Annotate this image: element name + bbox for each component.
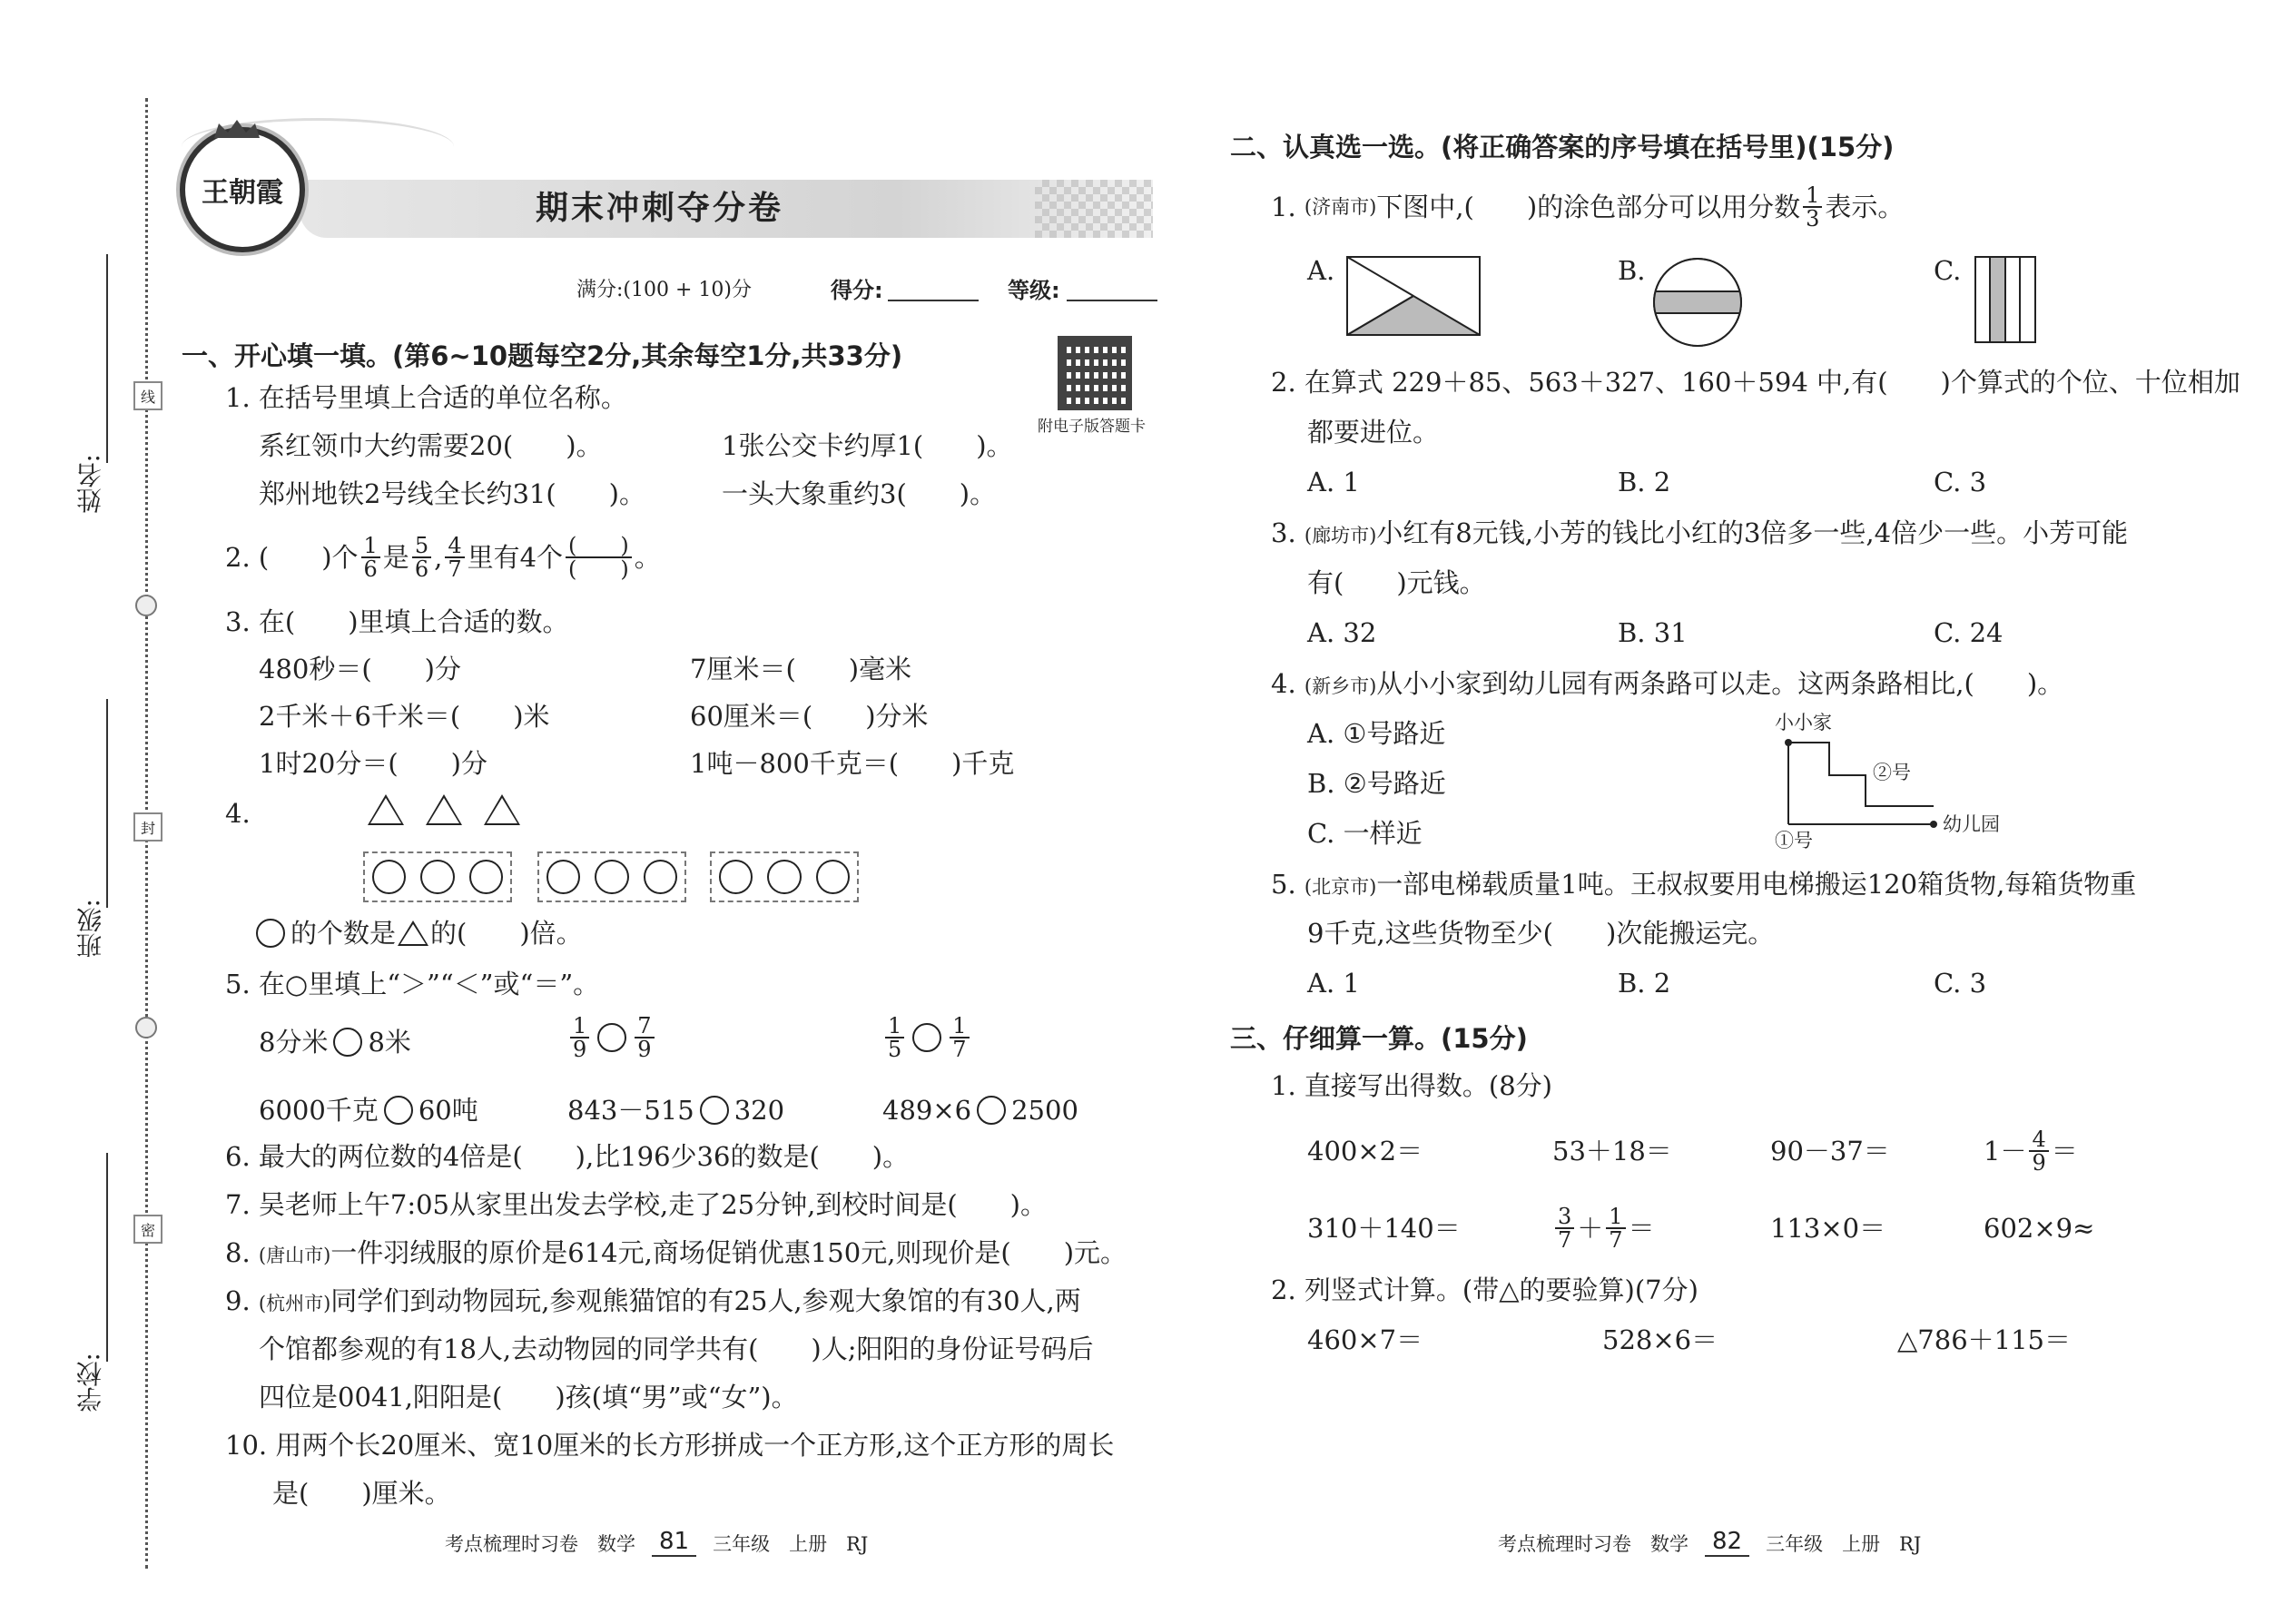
s2-q3-line1[interactable] — [1271, 517, 2128, 552]
punch-hole-1 — [135, 595, 157, 616]
score-field[interactable] — [888, 300, 979, 301]
q1-d[interactable]: 一头大象重约3( )。 — [722, 478, 997, 509]
q5-b[interactable] — [567, 1015, 657, 1060]
q6[interactable]: 6. 最大的两位数的4倍是( ),比196少36的数是( )。 — [225, 1141, 910, 1172]
s2-q1-frac: $\frac{1}{3}$ — [1803, 184, 1822, 230]
q9-city: (杭州市) — [258, 1293, 331, 1314]
q3-d[interactable]: 60厘米＝( )分米 — [690, 701, 929, 732]
route-map — [1775, 708, 2047, 853]
circle-group-1 — [363, 851, 512, 902]
punch-hole-2 — [135, 1017, 157, 1038]
s2-q4-opt-a[interactable]: A. ①号路近 — [1307, 718, 1446, 749]
s2-q4[interactable] — [1271, 667, 2063, 703]
s2-q4-num: 4. — [1271, 668, 1296, 699]
triangle-icon — [398, 920, 428, 946]
s2-q2-opt-c[interactable]: C. 3 — [1934, 467, 1987, 497]
triangle-icon — [484, 794, 520, 825]
compare-circle[interactable] — [384, 1096, 413, 1125]
s2-q2-line1[interactable]: 2. 在算式 229＋85、563＋327、160＋594 中,有( )个算式的个位、十位相加 — [1271, 367, 2240, 398]
q5-c-frac-1: $\frac{1}{5}$ — [885, 1015, 904, 1060]
logo-badge — [180, 127, 305, 252]
q3-f[interactable]: 1吨－800千克＝( )千克 — [690, 748, 1015, 779]
s2-q4-city: (新乡市) — [1304, 675, 1377, 697]
score-label: 得分: — [831, 278, 883, 303]
section-3-title: 三、仔细算一算。(15分) — [1230, 1023, 1528, 1054]
calc-6-post: ＝ — [1628, 1213, 1655, 1244]
footer-left-grade: 三年级 上册 RJ — [713, 1533, 869, 1555]
circle-icon — [719, 860, 753, 894]
q4-tail: 的个数是 — [290, 918, 397, 949]
q5-e-left: 843－515 — [567, 1095, 694, 1126]
circle-icon — [767, 860, 801, 894]
footer-left — [445, 1528, 868, 1557]
s2-q5-opt-b[interactable]: B. 2 — [1618, 968, 1671, 999]
triangle-icon — [368, 794, 404, 825]
s2-q1-opt-a[interactable]: A. — [1307, 255, 1335, 286]
q5-a-left: 8分米 — [259, 1027, 329, 1058]
s2-q3-line2[interactable]: 有( )元钱。 — [1307, 567, 1486, 598]
q9-text-a: 同学们到动物园玩,参观熊猫馆的有25人,参观大象馆的有30人,两 — [330, 1285, 1081, 1316]
footer-left-book: 考点梳理时习卷 数学 — [445, 1533, 635, 1555]
calc-2[interactable]: 53＋18＝ — [1552, 1136, 1672, 1166]
circle-stripe-icon — [1652, 257, 1743, 348]
rectangle-triangle-icon — [1346, 256, 1481, 336]
circle-icon — [372, 860, 406, 894]
circle-icon — [469, 860, 503, 894]
triangle-icon — [426, 794, 462, 825]
q8-num: 8. — [225, 1237, 251, 1268]
bars-figure — [1974, 256, 2036, 347]
s2-q3-opt-c[interactable]: C. 24 — [1934, 617, 2004, 648]
circle-icon — [595, 860, 628, 894]
q5-a-right: 8米 — [368, 1027, 411, 1058]
q3-e[interactable]: 1时20分＝( )分 — [259, 748, 487, 779]
calc-7[interactable]: 113×0＝ — [1770, 1213, 1886, 1244]
q5-e[interactable] — [567, 1094, 784, 1127]
q8[interactable] — [225, 1236, 1127, 1272]
s2-q4-opt-b[interactable]: B. ②号路近 — [1307, 768, 1446, 799]
calc-4-frac: $\frac{4}{9}$ — [2029, 1128, 2048, 1174]
q10-line1[interactable]: 10. 用两个长20厘米、宽10厘米的长方形拼成一个正方形,这个正方形的周长 — [225, 1430, 1115, 1461]
seal-char-2: 封 — [133, 812, 162, 842]
calc-6-frac-2: $\frac{1}{7}$ — [1606, 1206, 1625, 1251]
q5-d-right: 60吨 — [418, 1095, 478, 1126]
s3-q1: 1. 直接写出得数。(8分) — [1271, 1070, 1552, 1101]
q2-frac-4[interactable]: $\frac{( )}{( )}$ — [566, 535, 632, 580]
footer-right-grade: 三年级 上册 RJ — [1766, 1533, 1922, 1555]
calc-8[interactable]: 602×9≈ — [1984, 1213, 2095, 1244]
calc-4-post: ＝ — [2051, 1136, 2078, 1166]
q5-c-frac-2: $\frac{1}{7}$ — [950, 1015, 969, 1060]
compare-circle[interactable] — [977, 1096, 1006, 1125]
page-title: 期末冲刺夺分卷 — [536, 190, 784, 227]
vertical-calc-1[interactable]: 460×7＝ — [1307, 1324, 1423, 1355]
map-school-label: 幼儿园 — [1943, 813, 2000, 835]
rectangle-figure — [1346, 256, 1481, 340]
s2-q1-text-a[interactable]: 下图中,( )的涂色部分可以用分数 — [1376, 192, 1801, 222]
compare-circle[interactable] — [700, 1096, 729, 1125]
q3-c[interactable]: 2千米＋6千米＝( )米 — [259, 701, 550, 732]
s2-q3-opt-a[interactable]: A. 32 — [1307, 617, 1377, 648]
q2[interactable] — [225, 528, 661, 586]
q5-d[interactable] — [259, 1094, 478, 1127]
class-line — [106, 699, 108, 908]
q4-answer[interactable] — [256, 917, 583, 950]
q2-mid1: 是 — [382, 542, 409, 573]
q5-e-right: 320 — [733, 1095, 785, 1126]
s2-q1-opt-b[interactable]: B. — [1618, 255, 1646, 286]
checker-pattern — [1035, 180, 1153, 238]
compare-circle[interactable] — [912, 1023, 941, 1052]
map-route1-label: ①号 — [1775, 830, 1813, 851]
q3-a[interactable]: 480秒＝( )分 — [259, 654, 461, 684]
footer-right-book: 考点梳理时习卷 数学 — [1498, 1533, 1689, 1555]
calc-6-op: ＋ — [1577, 1213, 1604, 1244]
s2-q1-city: (济南市) — [1304, 196, 1377, 218]
q2-frac-2: $\frac{5}{6}$ — [412, 535, 431, 580]
s2-q5-opt-c[interactable]: C. 3 — [1934, 968, 1987, 999]
calc-4-pre: 1－ — [1984, 1136, 2027, 1166]
q1-stem: 1. 在括号里填上合适的单位名称。 — [225, 382, 627, 413]
q3-b[interactable]: 7厘米＝( )毫米 — [690, 654, 912, 684]
vertical-calc-2[interactable]: 528×6＝ — [1602, 1324, 1718, 1355]
q2-frac-1: $\frac{1}{6}$ — [361, 535, 380, 580]
map-route2-label: ②号 — [1873, 762, 1911, 783]
s2-q5-line2[interactable]: 9千克,这些货物至少( )次能搬运完。 — [1307, 918, 1775, 949]
q2-end: 。 — [634, 542, 661, 573]
calc-1[interactable]: 400×2＝ — [1307, 1136, 1423, 1166]
q5-f[interactable] — [882, 1094, 1078, 1127]
q2-mid2: 里有4个 — [467, 542, 564, 573]
q4-tail2: 的( )倍。 — [430, 918, 583, 949]
calc-5[interactable]: 310＋140＝ — [1307, 1213, 1461, 1244]
logo-text: 王朝霞 — [202, 177, 283, 209]
q4-triangles — [359, 794, 529, 825]
s2-q1-opt-c[interactable]: C. — [1934, 255, 1962, 286]
q1-c[interactable]: 郑州地铁2号线全长约31( )。 — [259, 478, 645, 509]
q10-line2[interactable]: 是( )厘米。 — [272, 1478, 451, 1509]
s2-q3-num: 3. — [1271, 517, 1296, 548]
q5-b-frac-2: $\frac{7}{9}$ — [635, 1015, 654, 1060]
q5-f-left: 489×6 — [882, 1095, 972, 1126]
s2-q5-line1[interactable] — [1271, 868, 2136, 903]
grade-field[interactable] — [1067, 300, 1157, 301]
q2-comma: , — [434, 542, 443, 573]
s2-q2-opt-b[interactable]: B. 2 — [1618, 467, 1671, 497]
qr-caption: 附电子版答题卡 — [1038, 418, 1146, 436]
calc-4[interactable] — [1984, 1122, 2078, 1180]
s2-q3-city: (廊坊市) — [1304, 525, 1377, 546]
vertical-bars-icon — [1974, 256, 2036, 343]
grade-label: 等级: — [1008, 278, 1060, 303]
q5-c[interactable] — [882, 1015, 972, 1060]
circle-group-2 — [537, 851, 686, 902]
school-label: 学校: — [75, 1353, 105, 1412]
page-number-right: 82 — [1705, 1528, 1749, 1557]
s2-q5-opt-a[interactable]: A. 1 — [1307, 968, 1360, 999]
s2-q4-opt-c[interactable]: C. 一样近 — [1307, 818, 1423, 849]
q2-pre: 2. ( )个 — [225, 542, 359, 573]
full-score: 满分:(100 + 10)分 — [576, 279, 752, 301]
s2-q3-text-a: 小红有8元钱,小芳的钱比小红的3倍多一些,4倍少一些。小芳可能 — [1376, 517, 2129, 548]
q8-city: (唐山市) — [258, 1245, 331, 1266]
s2-q2-opt-a[interactable]: A. 1 — [1307, 467, 1360, 497]
map-home-label: 小小家 — [1775, 712, 1832, 733]
circle-figure — [1652, 257, 1743, 351]
class-label: 班级: — [75, 899, 105, 959]
circle-icon — [644, 860, 677, 894]
s2-q1 — [1271, 178, 1904, 236]
q1-b[interactable]: 1张公交卡约厚1( )。 — [722, 430, 1013, 461]
name-line — [106, 254, 108, 463]
circle-icon — [546, 860, 580, 894]
q2-frac-3: $\frac{4}{7}$ — [445, 535, 464, 580]
section-2-title: 二、认真选一选。(将正确答案的序号填在括号里)(15分) — [1230, 132, 1895, 162]
s2-q1-text-b: 表示。 — [1825, 192, 1905, 222]
qr-code[interactable] — [1058, 336, 1132, 410]
s2-q4-text: 从小小家到幼儿园有两条路可以走。这两条路相比,( )。 — [1376, 668, 2064, 699]
calc-6[interactable] — [1552, 1199, 1655, 1257]
q9-line3[interactable]: 四位是0041,阳阳是( )孩(填“男”或“女”)。 — [259, 1382, 798, 1412]
s2-q1-num: 1. — [1271, 192, 1296, 222]
q5-a[interactable] — [259, 1026, 411, 1058]
q1-a[interactable]: 系红领巾大约需要20( )。 — [259, 430, 603, 461]
footer-right — [1498, 1528, 1921, 1557]
section-1-title: 一、开心填一填。(第6~10题每空2分,其余每空1分,共33分) — [182, 340, 903, 371]
s2-q5-text-a: 一部电梯载质量1吨。王叔叔要用电梯搬运120箱货物,每箱货物重 — [1376, 869, 2137, 900]
circle-icon — [816, 860, 850, 894]
school-line — [106, 1153, 108, 1362]
q3-stem: 3. 在( )里填上合适的数。 — [225, 606, 569, 637]
q8-text: 一件羽绒服的原价是614元,商场促销优惠150元,则现价是( )元。 — [330, 1237, 1127, 1268]
compare-circle[interactable] — [333, 1028, 362, 1057]
compare-circle[interactable] — [597, 1023, 626, 1052]
name-label: 姓名: — [75, 454, 105, 514]
s2-q3-opt-b[interactable]: B. 31 — [1618, 617, 1688, 648]
calc-6-frac-1: $\frac{3}{7}$ — [1555, 1206, 1574, 1251]
s2-q5-city: (北京市) — [1304, 876, 1377, 898]
q5-f-right: 2500 — [1011, 1095, 1078, 1126]
q9-line2[interactable]: 个馆都参观的有18人,去动物园的同学共有( )人;阳阳的身份证号码后 — [259, 1334, 1094, 1364]
s2-q5-num: 5. — [1271, 869, 1296, 900]
q9-line1[interactable] — [225, 1284, 1081, 1320]
q7[interactable]: 7. 吴老师上午7:05从家里出发去学校,走了25分钟,到校时间是( )。 — [225, 1189, 1047, 1220]
s2-q2-line2: 都要进位。 — [1307, 417, 1440, 448]
q9-num: 9. — [225, 1285, 251, 1316]
q5-b-frac-1: $\frac{1}{9}$ — [570, 1015, 589, 1060]
calc-3[interactable]: 90－37＝ — [1770, 1136, 1890, 1166]
q5-d-left: 6000千克 — [259, 1095, 379, 1126]
circle-group-3 — [710, 851, 859, 902]
q4-num: 4. — [225, 798, 251, 829]
page-number-left: 81 — [652, 1528, 696, 1557]
s3-q2: 2. 列竖式计算。(带△的要验算)(7分) — [1271, 1275, 1698, 1305]
circle-icon — [420, 860, 454, 894]
q5-stem: 5. 在○里填上“＞”“＜”或“＝”。 — [225, 969, 600, 999]
circle-icon — [256, 919, 285, 948]
seal-char-3: 密 — [133, 1215, 162, 1244]
vertical-calc-3[interactable]: △786＋115＝ — [1897, 1324, 2072, 1355]
seal-char-1: 线 — [133, 381, 162, 410]
